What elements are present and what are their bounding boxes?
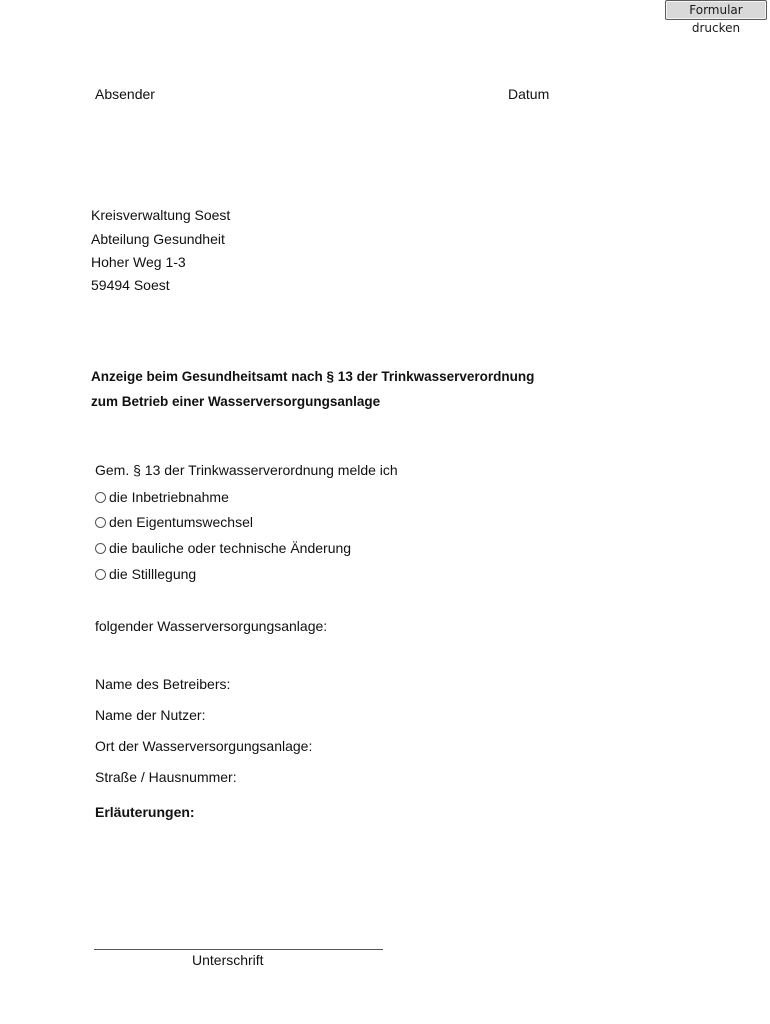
radio-button-icon[interactable] [95,517,106,528]
declaration-outro: folgender Wasserversorgungsanlage: [95,618,328,634]
radio-button-icon[interactable] [95,543,106,554]
notes-label: Erläuterungen: [95,804,195,820]
recipient-line-city: 59494 Soest [91,277,170,293]
print-form-button[interactable]: Formular drucken [665,0,767,20]
sender-label: Absender [95,86,155,102]
street-number-label: Straße / Hausnummer: [95,769,237,785]
radio-option-label: die Stilllegung [109,566,197,582]
operator-name-label: Name des Betreibers: [95,676,231,692]
signature-label: Unterschrift [192,952,264,968]
radio-option-label: die Inbetriebnahme [109,489,229,505]
declaration-intro: Gem. § 13 der Trinkwasserverordnung melde ich [95,462,398,478]
form-title-line-2: zum Betrieb einer Wasserversorgungsanlage [91,394,381,409]
radio-option-decommissioning[interactable] [95,566,196,582]
radio-option-modification[interactable] [95,540,351,556]
signature-line [94,949,383,950]
radio-button-icon[interactable] [95,492,106,503]
radio-option-ownership-change[interactable] [95,514,253,530]
radio-option-label: den Eigentumswechsel [109,514,253,530]
recipient-line-organization: Kreisverwaltung Soest [91,207,231,223]
users-name-label: Name der Nutzer: [95,707,206,723]
recipient-line-street: Hoher Weg 1-3 [91,254,186,270]
date-label: Datum [508,86,550,102]
radio-button-icon[interactable] [95,569,106,580]
radio-option-commissioning[interactable] [95,489,229,505]
radio-option-label: die bauliche oder technische Änderung [109,540,352,556]
facility-location-label: Ort der Wasserversorgungsanlage: [95,738,313,754]
form-title-line-1: Anzeige beim Gesundheitsamt nach § 13 der Trinkwasserverordnung [91,369,535,384]
recipient-line-department: Abteilung Gesundheit [91,231,225,247]
